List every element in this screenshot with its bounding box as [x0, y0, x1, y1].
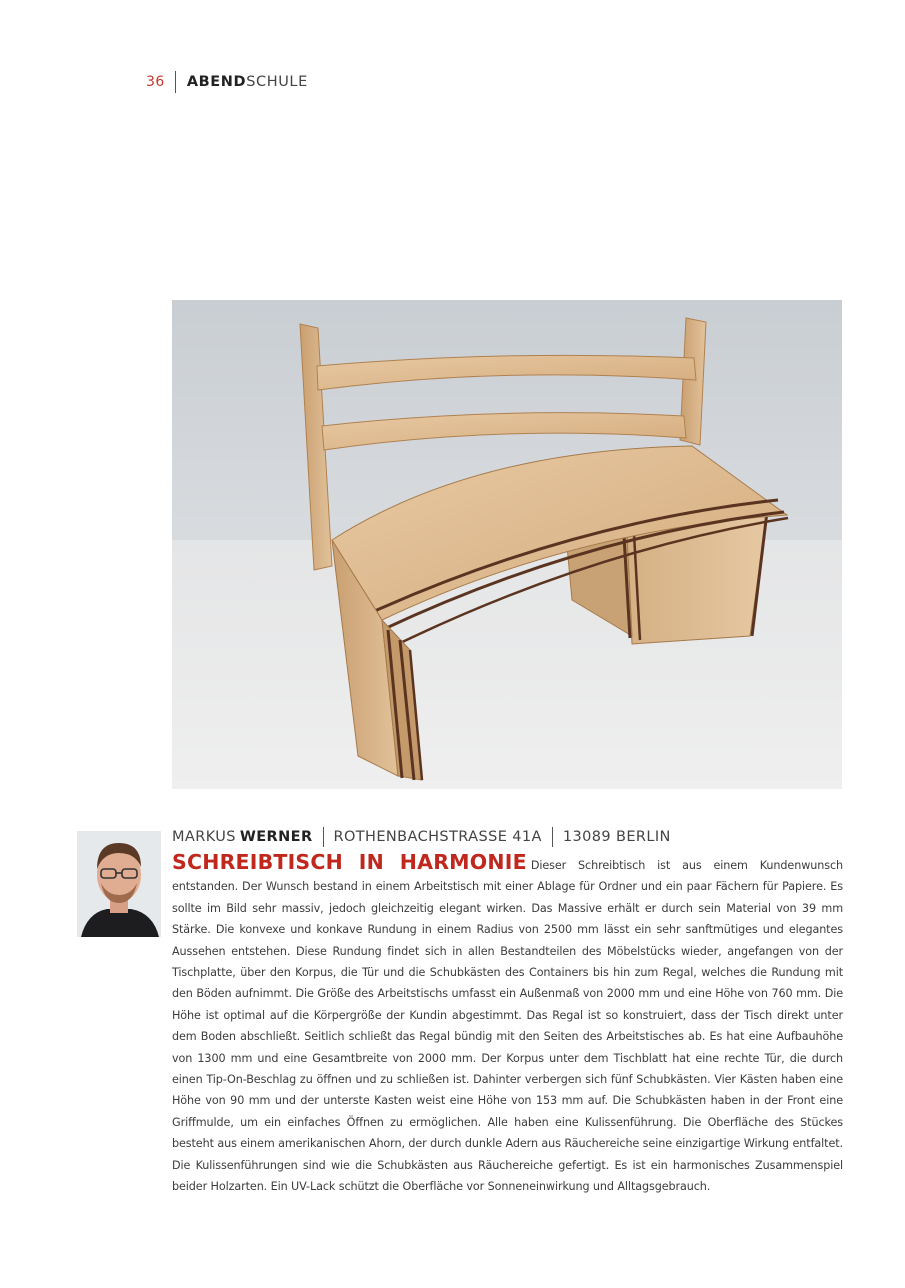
author-portrait: [77, 831, 161, 937]
author-last-name: WERNER: [239, 829, 313, 845]
page-number: 36: [146, 74, 165, 90]
author-city: 13089 BERLIN: [562, 829, 671, 845]
desk-photo: [172, 300, 842, 789]
header-divider: [175, 71, 176, 93]
author-street: ROTHENBACHSTRASSE 41A: [333, 829, 542, 845]
article: [172, 852, 843, 1198]
article-title: SCHREIBTISCH IN HARMONIE: [172, 850, 527, 874]
article-body: Dieser Schreibtisch ist aus einem Kundenwunsch entstanden. Der Wunsch bestand in einem Arbeitstisch mit einer Ablage für Ordner und ein paar Fächern für Papiere. Es sollte im Bild sehr massiv, jedoch gleichzeitig elegant wirken. Das Massive erhält er durch sein Material von 39 mm Stärke. Die konvexe und konkave Rundung in einem Radius von 2500 mm lässt ein sehr sanftmütiges und elegantes Aussehen entstehen. Diese Rundung findet sich in allen Bestandteilen des Möbelstücks wieder, angefangen von der Tischplatte, über den Korpus, die Tür und die Schubkästen des Containers bis hin zum Regal, welches die Rundung mit den Böden aufnimmt. Die Größe des Arbeitstischs umfasst ein Außenmaß von 2000 mm und eine Höhe von 760 mm. Die Höhe ist optimal auf die Körpergröße der Kundin abgestimmt. Das Regal ist so konstruiert, dass der Tisch direkt unter dem Boden abschließt. Seitlich schließt das Regal bündig mit den Seiten des Arbeitstisches ab. Es hat eine Aufbauhöhe von 1300 mm und eine Gesamtbreite von 2000 mm. Der Korpus unter dem Tischblatt hat eine rechte Tür, die durch einen Tip-On-Beschlag zu öffnen und zu schließen ist. Dahinter verbergen sich fünf Schubkästen. Vier Kästen haben eine Höhe von 90 mm und der unterste Kasten weist eine Höhe von 153 mm auf. Die Schubkästen haben in der Front eine Griffmulde, um ein einfaches Öffnen zu ermöglichen. Alle haben eine Kulissenführung. Die Oberfläche des Stückes besteht aus einem amerikanischen Ahorn, der durch dunkle Adern aus Räuchereiche seine einzigartige Wirkung entfaltet. Die Kulissenführungen sind wie die Schubkästen aus Räuchereiche gefertigt. Es ist ein harmonisches Zusammenspiel beider Holzarten. Ein UV-Lack schützt die Oberfläche vor Sonneneinwirkung und Alltagsgebrauch.: [172, 859, 843, 1194]
byline-divider: [552, 827, 553, 847]
section-title-regular: SCHULE: [246, 74, 308, 90]
running-header: [146, 71, 308, 93]
byline-divider: [323, 827, 324, 847]
section-title-bold: ABEND: [186, 74, 247, 90]
author-first-name: MARKUS: [172, 829, 236, 845]
author-byline: [172, 826, 671, 848]
section-title: [187, 74, 308, 90]
